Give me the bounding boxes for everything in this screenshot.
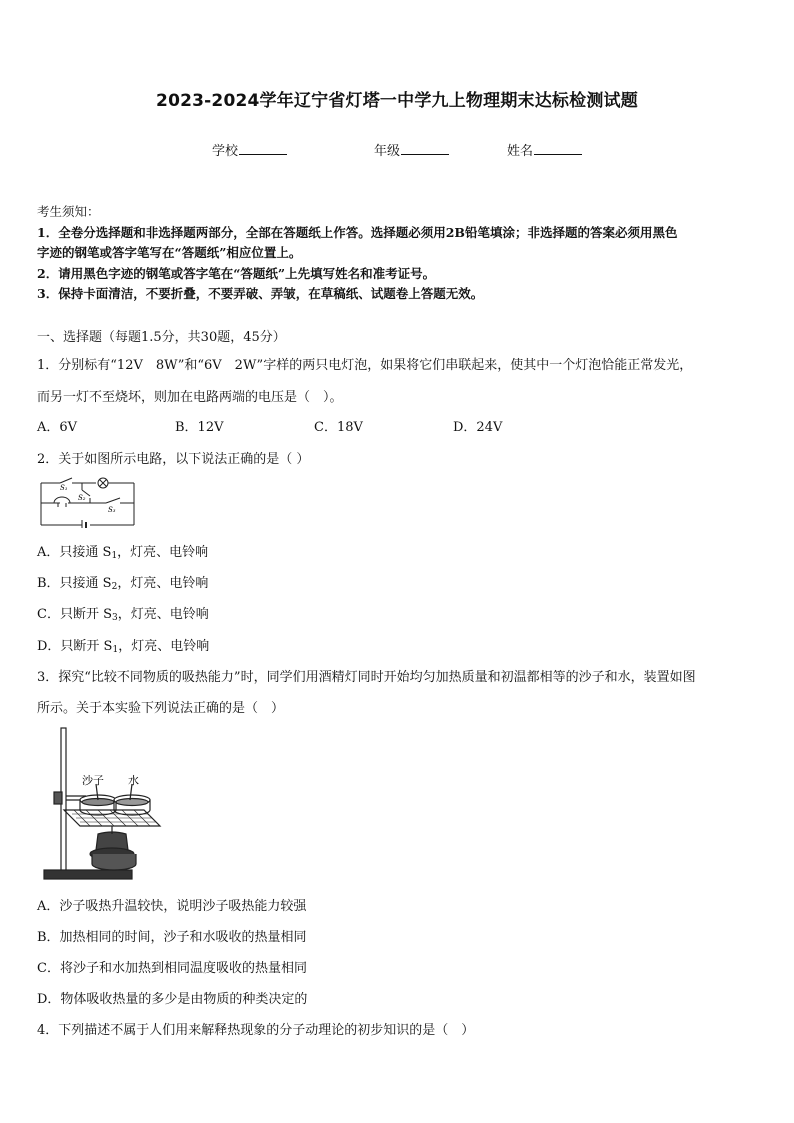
q3-stem-line1: 3．探究“比较不同物质的吸热能力”时，同学们用酒精灯同时开始均匀加热质量和初温都相等的沙子和水，装置如图 — [37, 670, 696, 685]
section-heading: 一、选择题（每题1.5分，共30题，45分） — [37, 330, 286, 345]
notes-heading: 考生须知： — [37, 204, 100, 219]
q4-stem: 4．下列描述不属于人们用来解释热现象的分子动理论的初步知识的是（ ） — [37, 1023, 475, 1038]
q3-option-b: B．加热相同的时间，沙子和水吸收的热量相同 — [37, 930, 307, 945]
q1-stem-line2: 而另一灯不至烧坏，则加在电路两端的电压是（ ）。 — [37, 390, 343, 405]
option-text: D．只断开 S — [37, 639, 113, 654]
name-blank — [534, 142, 582, 155]
exam-notes — [37, 202, 762, 305]
q2-option-d — [37, 635, 209, 655]
q3-experiment-apparatus — [40, 724, 168, 884]
option-text: ，灯亮、电铃响 — [117, 576, 209, 591]
notes-item: 字迹的钢笔或答字笔写在“答题纸”相应位置上。 — [37, 245, 302, 260]
grade-field — [374, 140, 449, 159]
q3-stem-line2: 所示。关于本实验下列说法正确的是（ ） — [37, 701, 285, 716]
name-field — [507, 140, 582, 159]
school-label: 学校 — [212, 144, 239, 159]
s1-label: S₁ — [60, 484, 68, 492]
s2-label: S₂ — [78, 494, 86, 502]
q3-option-d: D．物体吸收热量的多少是由物质的种类决定的 — [37, 992, 308, 1007]
exam-title: 2023-2024学年辽宁省灯塔一中学九上物理期末达标检测试题 — [156, 91, 638, 111]
q2-stem: 2．关于如图所示电路，以下说法正确的是（ ） — [37, 452, 310, 467]
water-label: 水 — [128, 774, 139, 787]
q1-option-d: D．24V — [453, 420, 503, 435]
option-text: ，灯亮、电铃响 — [117, 545, 209, 560]
option-text: ，灯亮、电铃响 — [117, 607, 209, 622]
q1-stem-line1: 1．分别标有“12V 8W”和“6V 2W”字样的两只电灯泡，如果将它们串联起来，使其中一个灯泡恰能正常发光， — [37, 358, 693, 373]
q1-option-b: B．12V — [175, 420, 224, 435]
option-subscript: 1 — [111, 551, 118, 561]
q1-option-c: C．18V — [314, 420, 363, 435]
q2-option-a — [37, 541, 208, 561]
q1-option-a: A．6V — [37, 420, 78, 435]
grade-label: 年级 — [374, 144, 401, 159]
q2-circuit-diagram — [38, 476, 138, 528]
q3-option-c: C．将沙子和水加热到相同温度吸收的热量相同 — [37, 961, 307, 976]
option-subscript: 3 — [112, 613, 118, 623]
option-text: ，灯亮、电铃响 — [118, 639, 210, 654]
option-subscript: 1 — [112, 645, 119, 655]
grade-blank — [401, 142, 449, 155]
option-subscript: 2 — [111, 582, 118, 592]
s3-label: S₃ — [108, 506, 116, 514]
q2-option-c — [37, 603, 209, 623]
q2-option-b — [37, 572, 208, 592]
name-label: 姓名 — [507, 144, 534, 159]
option-text: A．只接通 S — [37, 545, 112, 560]
notes-item: 1．全卷分选择题和非选择题两部分，全部在答题纸上作答。选择题必须用2B铅笔填涂；非选择题的答案必须用黑色 — [37, 224, 678, 240]
option-text: C．只断开 S — [37, 607, 112, 622]
notes-item: 3．保持卡面清洁，不要折叠，不要弄破、弄皱，在草稿纸、试题卷上答题无效。 — [37, 286, 484, 301]
option-text: B．只接通 S — [37, 576, 112, 591]
school-field — [212, 140, 287, 159]
school-blank — [239, 142, 287, 155]
q3-option-a: A．沙子吸热升温较快，说明沙子吸热能力较强 — [37, 899, 307, 914]
notes-item: 2．请用黑色字迹的钢笔或答字笔在“答题纸”上先填写姓名和准考证号。 — [37, 265, 436, 281]
sand-label: 沙子 — [82, 774, 104, 787]
